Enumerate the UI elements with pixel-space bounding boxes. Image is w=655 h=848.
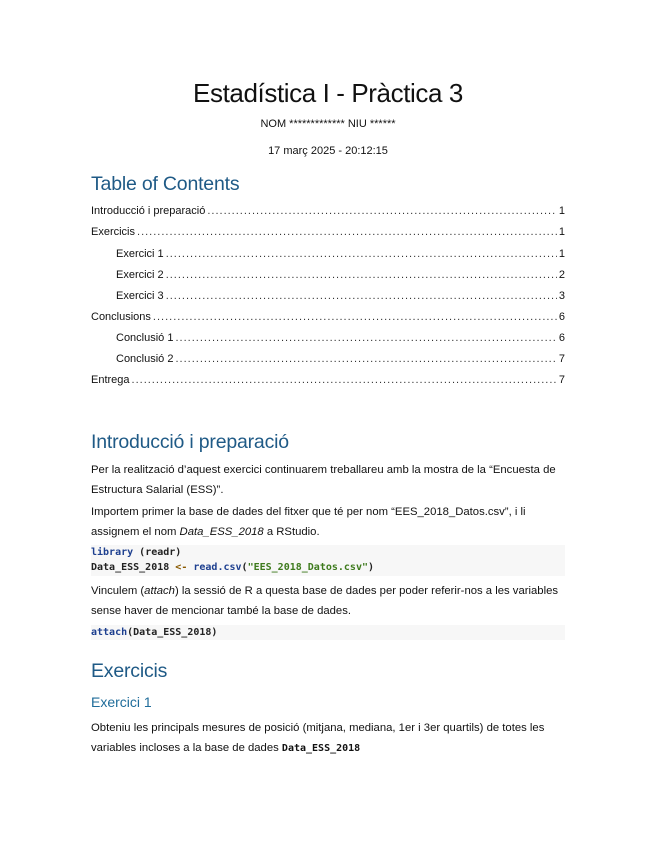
toc-leader-dots bbox=[175, 353, 556, 365]
toc-page-number: 1 bbox=[558, 205, 565, 217]
toc-entry-introduccio[interactable] bbox=[91, 205, 565, 219]
toc-entry-exercici-1[interactable] bbox=[116, 248, 565, 262]
toc-leader-dots bbox=[207, 205, 557, 217]
code-assign-operator: <- bbox=[169, 562, 194, 573]
code-function: read.csv bbox=[193, 562, 242, 573]
toc-page-number: 7 bbox=[558, 374, 565, 386]
intro-paragraph-1: Per la realització d’aquest exercici continuarem treballareu amb la mostra de la “Encuesta de Estructura Salarial (ESS)”. bbox=[91, 464, 556, 496]
toc-page-number: 2 bbox=[558, 269, 565, 281]
document-title: Estadística I - Pràctica 3 bbox=[193, 78, 463, 108]
toc-leader-dots bbox=[153, 311, 557, 323]
section-heading-exercicis: Exercicis bbox=[91, 660, 168, 682]
toc-page-number: 6 bbox=[558, 311, 565, 323]
toc-page-number: 1 bbox=[558, 248, 565, 260]
paragraph-text: Vinculem ( bbox=[91, 585, 145, 597]
toc-entry-conclusio-2[interactable] bbox=[116, 353, 565, 367]
toc-leader-dots bbox=[166, 248, 557, 260]
paragraph-text: Obteniu les principals mesures de posició (mitjana, mediana, 1er i 3er quartils) de totes les variables incloses a la base de dades bbox=[91, 722, 545, 754]
toc-leader-dots bbox=[166, 290, 557, 302]
code-variable: Data_ESS_2018 bbox=[91, 562, 170, 573]
toc-heading: Table of Contents bbox=[91, 173, 240, 195]
toc-entry-exercicis[interactable] bbox=[91, 226, 565, 240]
exercici-1-paragraph bbox=[91, 719, 565, 758]
paragraph-text: a RStudio. bbox=[263, 525, 320, 538]
subsection-heading-exercici-1: Exercici 1 bbox=[91, 694, 152, 710]
toc-page-number: 3 bbox=[558, 290, 565, 302]
toc-entry-label: Entrega bbox=[91, 374, 130, 386]
paragraph-text: ) la sessió de R a questa base de dades per poder referir-nos a les variables sense haver de mencionar també la base de dades. bbox=[91, 585, 559, 617]
toc-entry-label: Conclusió 2 bbox=[116, 353, 174, 365]
toc-entry-label: Exercicis bbox=[91, 226, 136, 238]
toc-entry-exercici-3[interactable] bbox=[116, 290, 565, 304]
code-paren: ) bbox=[368, 562, 375, 573]
intro-paragraph-3 bbox=[91, 582, 565, 621]
toc-entry-label: Exercici 3 bbox=[116, 290, 164, 302]
code-text: (readr) bbox=[133, 547, 182, 558]
toc-entry-label: Exercici 1 bbox=[116, 248, 164, 260]
toc-leader-dots bbox=[132, 374, 557, 386]
toc-leader-dots bbox=[166, 269, 557, 281]
section-heading-introduccio: Introducció i preparació bbox=[91, 431, 289, 453]
toc-page-number: 1 bbox=[558, 226, 565, 238]
code-line-1 bbox=[91, 545, 565, 560]
toc-entry-label: Exercici 2 bbox=[116, 269, 164, 281]
toc-entry-label: Conclusió 1 bbox=[116, 332, 174, 344]
paragraph-text: Importem primer la base de dades del fitxer que té per nom “EES_2018_Datos.csv”, i li assignem el nom bbox=[91, 506, 526, 538]
code-string: "EES_2018_Datos.csv" bbox=[247, 562, 368, 573]
code-function: attach bbox=[91, 627, 128, 638]
code-line-2 bbox=[91, 560, 565, 575]
code-paren: ( bbox=[241, 562, 248, 573]
document-date: 17 març 2025 - 20:12:15 bbox=[268, 145, 388, 157]
code-keyword: library bbox=[91, 547, 134, 558]
code-block-read-data bbox=[91, 545, 565, 576]
inline-code-dataset: Data_ESS_2018 bbox=[281, 742, 361, 754]
toc-leader-dots bbox=[175, 332, 556, 344]
toc-entry-entrega[interactable] bbox=[91, 374, 565, 388]
toc-entry-exercici-2[interactable] bbox=[116, 269, 565, 283]
toc-page-number: 6 bbox=[558, 332, 565, 344]
toc-entry-label: Conclusions bbox=[91, 311, 151, 323]
toc-page-number: 7 bbox=[558, 353, 565, 365]
emphasis-term: attach bbox=[144, 585, 175, 597]
toc-leader-dots bbox=[137, 226, 557, 238]
code-block-attach bbox=[91, 625, 565, 640]
intro-paragraph-2 bbox=[91, 503, 565, 542]
toc-entry-conclusio-1[interactable] bbox=[116, 332, 565, 346]
dataset-name: Data_ESS_2018 bbox=[179, 525, 264, 538]
toc-entry-conclusions[interactable] bbox=[91, 311, 565, 325]
code-text: (Data_ESS_2018) bbox=[127, 627, 218, 638]
author-line: NOM ************* NIU ****** bbox=[260, 118, 396, 130]
toc-entry-label: Introducció i preparació bbox=[91, 205, 206, 217]
